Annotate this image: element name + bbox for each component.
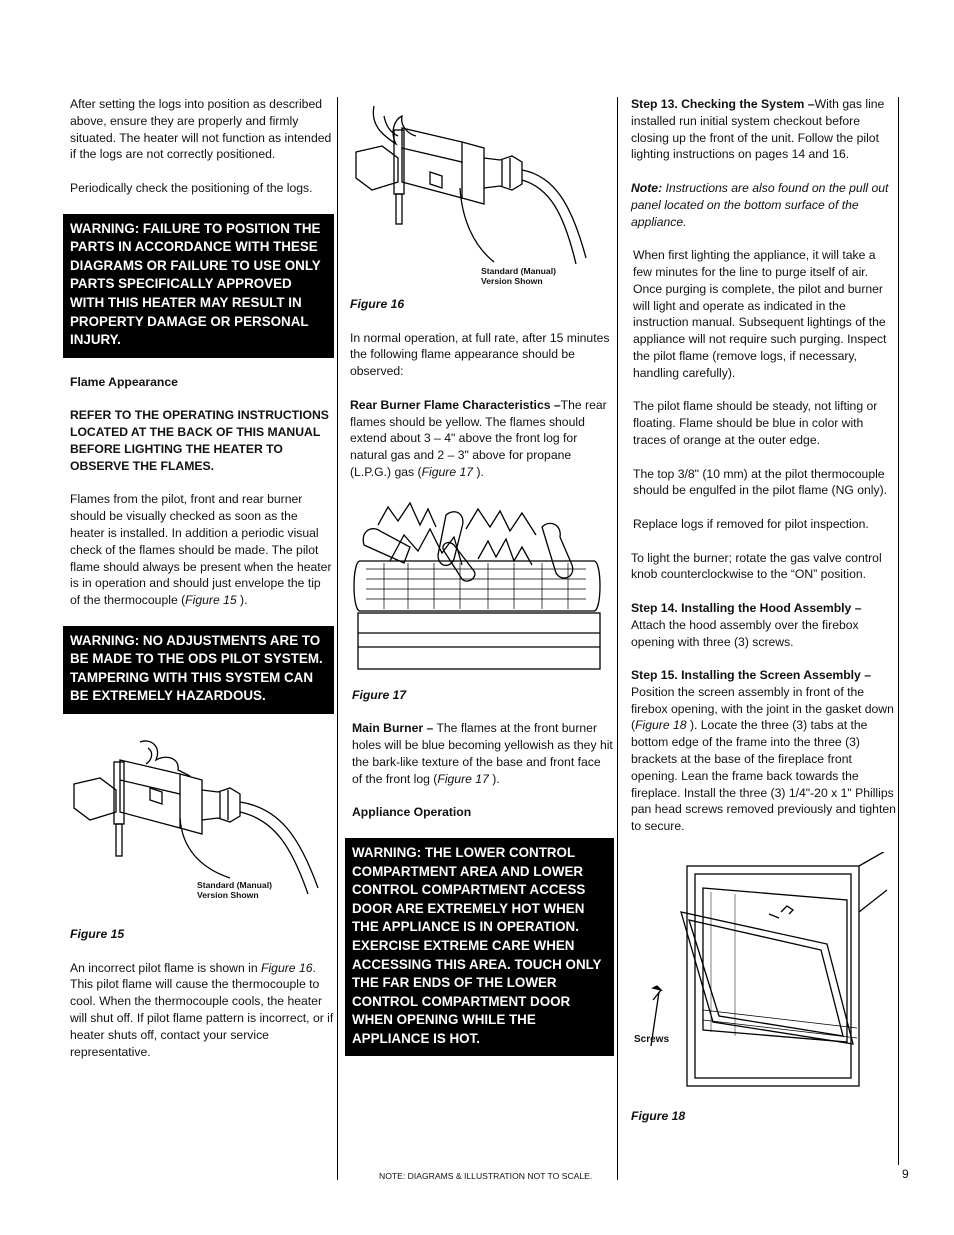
figure-18-label: Figure 18 bbox=[631, 1108, 686, 1123]
refer-instructions-paragraph: REFER TO THE OPERATING INSTRUCTIONS LOCATED AT THE BACK OF THIS MANUAL BEFORE LIGHTING THE HEATER TO OBSERVE THE FLAMES. bbox=[70, 408, 329, 473]
figure-15-reference: Figure 15 bbox=[185, 593, 237, 608]
main-burner-text-b: ). bbox=[488, 771, 500, 786]
note-label: Note: bbox=[631, 180, 663, 195]
main-burner-text-a: The flames at the front burner holes will be blue becoming yellowish as they hit the bark-like texture of the base and front face of the front log ( bbox=[352, 721, 613, 786]
flames-text-b: ). bbox=[236, 593, 248, 608]
figure-15-label: Figure 15 bbox=[70, 927, 125, 942]
log-set-drawing-17 bbox=[350, 501, 614, 687]
first-lighting-paragraph: When first lighting the appliance, it will take a few minutes for the line to purge itself of air. Once purging is complete, the pilot and burner will light and operate as indicated in the instruction manual. Subsequent lightings of the appliance will not require such purging. Inspect the pilot flame (remove logs, if necessary, handling carefully). bbox=[633, 248, 887, 380]
warning-box-ods: WARNING: NO ADJUSTMENTS ARE TO BE MADE TO THE ODS PILOT SYSTEM. TAMPERING WITH THIS SYSTEM CAN BE EXTREMELY HAZARDOUS. bbox=[63, 626, 334, 714]
figure-16-illustration bbox=[350, 96, 614, 296]
figure-18-illustration bbox=[631, 852, 897, 1088]
figure-17-illustration bbox=[350, 501, 614, 687]
figure-17-label: Figure 17 bbox=[352, 687, 407, 702]
screen-assembly-drawing-18 bbox=[631, 852, 895, 1088]
rear-burner-text-b: ). bbox=[473, 464, 484, 479]
step-15-text-b: ). Locate the three (3) tabs at the bottom edge of the frame into the three (3) brackets at the base of the fireplace front opening. Lean the frame back towards the fireplace. Install the three (3) 1/4"-20 x 1" Phillips pan head screws removed previously and tighten to secure. bbox=[631, 718, 896, 834]
column-left bbox=[70, 96, 334, 1077]
rear-burner-heading: Rear Burner Flame Characteristics – bbox=[350, 397, 561, 412]
warning-box-parts: WARNING: FAILURE TO POSITION THE PARTS IN ACCORDANCE WITH THESE DIAGRAMS OR FAILURE TO USE ONLY PARTS SPECIFICALLY APPROVED WITH THIS HEATER MAY RESULT IN PROPERTY DAMAGE OR PERSONAL INJURY. bbox=[63, 214, 334, 358]
page-number: 9 bbox=[902, 1167, 909, 1181]
replace-logs-paragraph: Replace logs if removed for pilot inspection. bbox=[633, 516, 869, 531]
figure-16-reference: Figure 16 bbox=[261, 960, 313, 975]
rear-burner-text-a: The rear flames should be yellow. The flames should extend about 3 – 4" above the front log for natural gas and 2 – 3" above for propane (L.P.G.) gas ( bbox=[350, 397, 607, 479]
step-14-text: Attach the hood assembly over the firebox opening with three (3) screws. bbox=[631, 617, 859, 649]
step-13-text: With gas line installed run initial system checkout before closing up the front of the unit. Follow the pilot lighting instructions on pages 14 and 16. bbox=[631, 97, 885, 162]
incorrect-text-a: An incorrect pilot flame is shown in bbox=[70, 960, 262, 975]
note-text: Instructions are also found on the pull out panel located on the bottom surface of the appliance. bbox=[631, 180, 889, 229]
light-burner-paragraph: To light the burner; rotate the gas valve control knob counterclockwise to the “ON” position. bbox=[631, 550, 882, 582]
figure-17-reference: Figure 17 bbox=[421, 464, 474, 479]
figure-17-reference-2: Figure 17 bbox=[437, 771, 489, 786]
flames-check-paragraph bbox=[70, 491, 334, 609]
figure-18-reference: Figure 18 bbox=[635, 718, 687, 733]
column-divider-middle bbox=[617, 97, 618, 1180]
rear-burner-paragraph bbox=[350, 397, 614, 481]
figure-15-illustration bbox=[70, 738, 334, 926]
figure-16-label: Figure 16 bbox=[350, 297, 405, 311]
note-paragraph bbox=[631, 180, 897, 230]
figure-16-caption-line-1: Standard (Manual) bbox=[481, 266, 556, 276]
figure-15-caption bbox=[197, 880, 272, 900]
step-13-paragraph bbox=[631, 96, 897, 163]
step-15-heading: Step 15. Installing the Screen Assembly – bbox=[631, 668, 872, 683]
warning-box-hot-compartment: WARNING: THE LOWER CONTROL COMPARTMENT AREA AND LOWER CONTROL COMPARTMENT ACCESS DOOR ARE EXTREMELY HOT WHEN THE APPLIANCE IS IN OPERATION. EXERCISE EXTREME CARE WHEN ACCESSING THIS AREA. TOUCH ONLY THE FAR ENDS OF THE LOWER CONTROL COMPARTMENT DOOR WHEN OPENING WHILE THE APPLIANCE IS HOT. bbox=[345, 838, 614, 1057]
incorrect-flame-paragraph bbox=[70, 960, 334, 1061]
figure-16-caption-line-2: Version Shown bbox=[481, 276, 543, 286]
figure-16-caption bbox=[481, 266, 556, 286]
screws-label: Screws bbox=[634, 1033, 670, 1045]
logs-check-paragraph: Periodically check the positioning of the logs. bbox=[70, 180, 313, 195]
column-divider-left bbox=[337, 97, 338, 1180]
figure-15-caption-line-2: Version Shown bbox=[197, 890, 259, 901]
thermocouple-paragraph: The top 3/8" (10 mm) at the pilot thermocouple should be engulfed in the pilot flame (NG only). bbox=[633, 466, 888, 498]
appliance-operation-heading: Appliance Operation bbox=[352, 805, 472, 820]
logs-position-paragraph: After setting the logs into position as described above, ensure they are properly and firmly situated. The heater will not function as intended if the logs are not correctly positioned. bbox=[70, 97, 332, 162]
column-right bbox=[631, 96, 897, 1141]
pilot-steady-paragraph: The pilot flame should be steady, not lifting or floating. Flame should be blue in color with traces of orange at the outer edge. bbox=[633, 399, 878, 447]
step-14-heading: Step 14. Installing the Hood Assembly – bbox=[631, 600, 862, 615]
step-13-heading: Step 13. Checking the System – bbox=[631, 97, 815, 111]
incorrect-text-b: . This pilot flame will cause the thermocouple to cool. When the thermocouple cools, the heater will shut off. If pilot flame pattern is incorrect, or if heater shuts off, contact your service representative. bbox=[70, 960, 334, 1059]
step-14-paragraph bbox=[631, 600, 897, 650]
step-15-paragraph bbox=[631, 667, 897, 835]
column-divider-right bbox=[898, 97, 899, 1165]
flames-text-a: Flames from the pilot, front and rear burner should be visually checked as soon as the heater is installed. In addition a periodic visual check of the flames should be made. The pilot flame should always be present when the heater is in operation and should just envelope the tip of the thermocouple ( bbox=[70, 492, 332, 608]
flame-appearance-heading: Flame Appearance bbox=[70, 374, 178, 389]
diagrams-scale-note: NOTE: DIAGRAMS & ILLUSTRATION NOT TO SCALE. bbox=[379, 1171, 593, 1181]
column-middle bbox=[350, 96, 614, 1072]
main-burner-heading: Main Burner – bbox=[352, 721, 434, 736]
normal-operation-paragraph: In normal operation, at full rate, after 15 minutes the following flame appearance should be observed: bbox=[350, 330, 610, 379]
figure-15-caption-line-1: Standard (Manual) bbox=[197, 880, 272, 891]
step-15-text-a: Position the screen assembly in front of the firebox opening, with the joint in the gasket down ( bbox=[631, 684, 894, 733]
main-burner-paragraph bbox=[352, 720, 614, 787]
